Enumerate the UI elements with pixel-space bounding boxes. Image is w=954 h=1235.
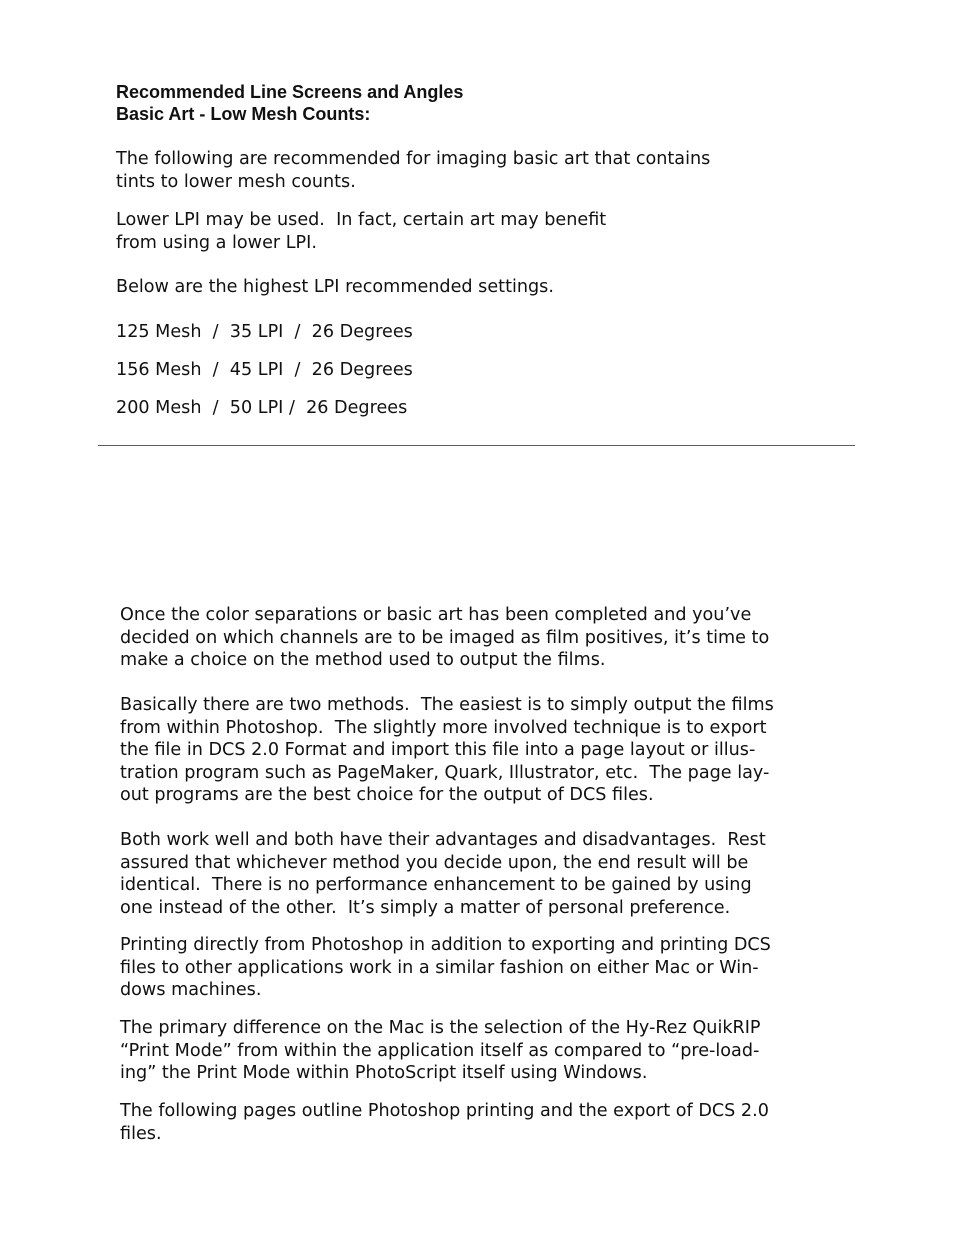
paragraph-primary-difference: The primary difference on the Mac is the selection of the Hy-Rez QuikRIP “Print Mode” from within the application itself as compared to “pre-load- ing” the Print Mode within PhotoScript itself using Windows. <box>120 1018 761 1084</box>
paragraph-color-separations: Once the color separations or basic art has been completed and you’ve decided on which channels are to be imaged as film positives, it’s time to make a choice on the method used to output the films. <box>120 605 770 671</box>
lower-lpi-paragraph: Lower LPI may be used. In fact, certain art may benefit from using a lower LPI. <box>116 210 607 253</box>
paragraph-both-work-well: Both work well and both have their advantages and disadvantages. Rest assured that whichever method you decide upon, the end result will be identical. There is no performance enhancement to be gained by using one instead of the other. It’s simply a matter of personal preference. <box>120 830 766 918</box>
section-title: Recommended Line Screens and Angles <box>116 82 464 102</box>
paragraph-following-pages: The following pages outline Photoshop printing and the export of DCS 2.0 files. <box>120 1101 769 1144</box>
section-subtitle: Basic Art - Low Mesh Counts: <box>116 104 371 124</box>
red-divider-rule <box>98 445 855 446</box>
paragraph-two-methods: Basically there are two methods. The easiest is to simply output the films from within Photoshop. The slightly more involved technique is to export the file in DCS 2.0 Format and import this file into a page layout or illus- tration program such as PageMaker, Quark, Illustrator, etc. The page lay- out programs are the best choice for the output of DCS files. <box>120 695 774 806</box>
setting-line-125: 125 Mesh / 35 LPI / 26 Degrees <box>116 322 413 342</box>
setting-line-156: 156 Mesh / 45 LPI / 26 Degrees <box>116 360 413 380</box>
paragraph-printing-directly: Printing directly from Photoshop in addition to exporting and printing DCS files to other applications work in a similar fashion on either Mac or Win- dows machines. <box>120 935 771 1001</box>
intro-paragraph: The following are recommended for imaging basic art that contains tints to lower mesh counts. <box>116 149 711 192</box>
setting-line-200: 200 Mesh / 50 LPI / 26 Degrees <box>116 398 408 418</box>
highest-lpi-paragraph: Below are the highest LPI recommended settings. <box>116 277 554 297</box>
